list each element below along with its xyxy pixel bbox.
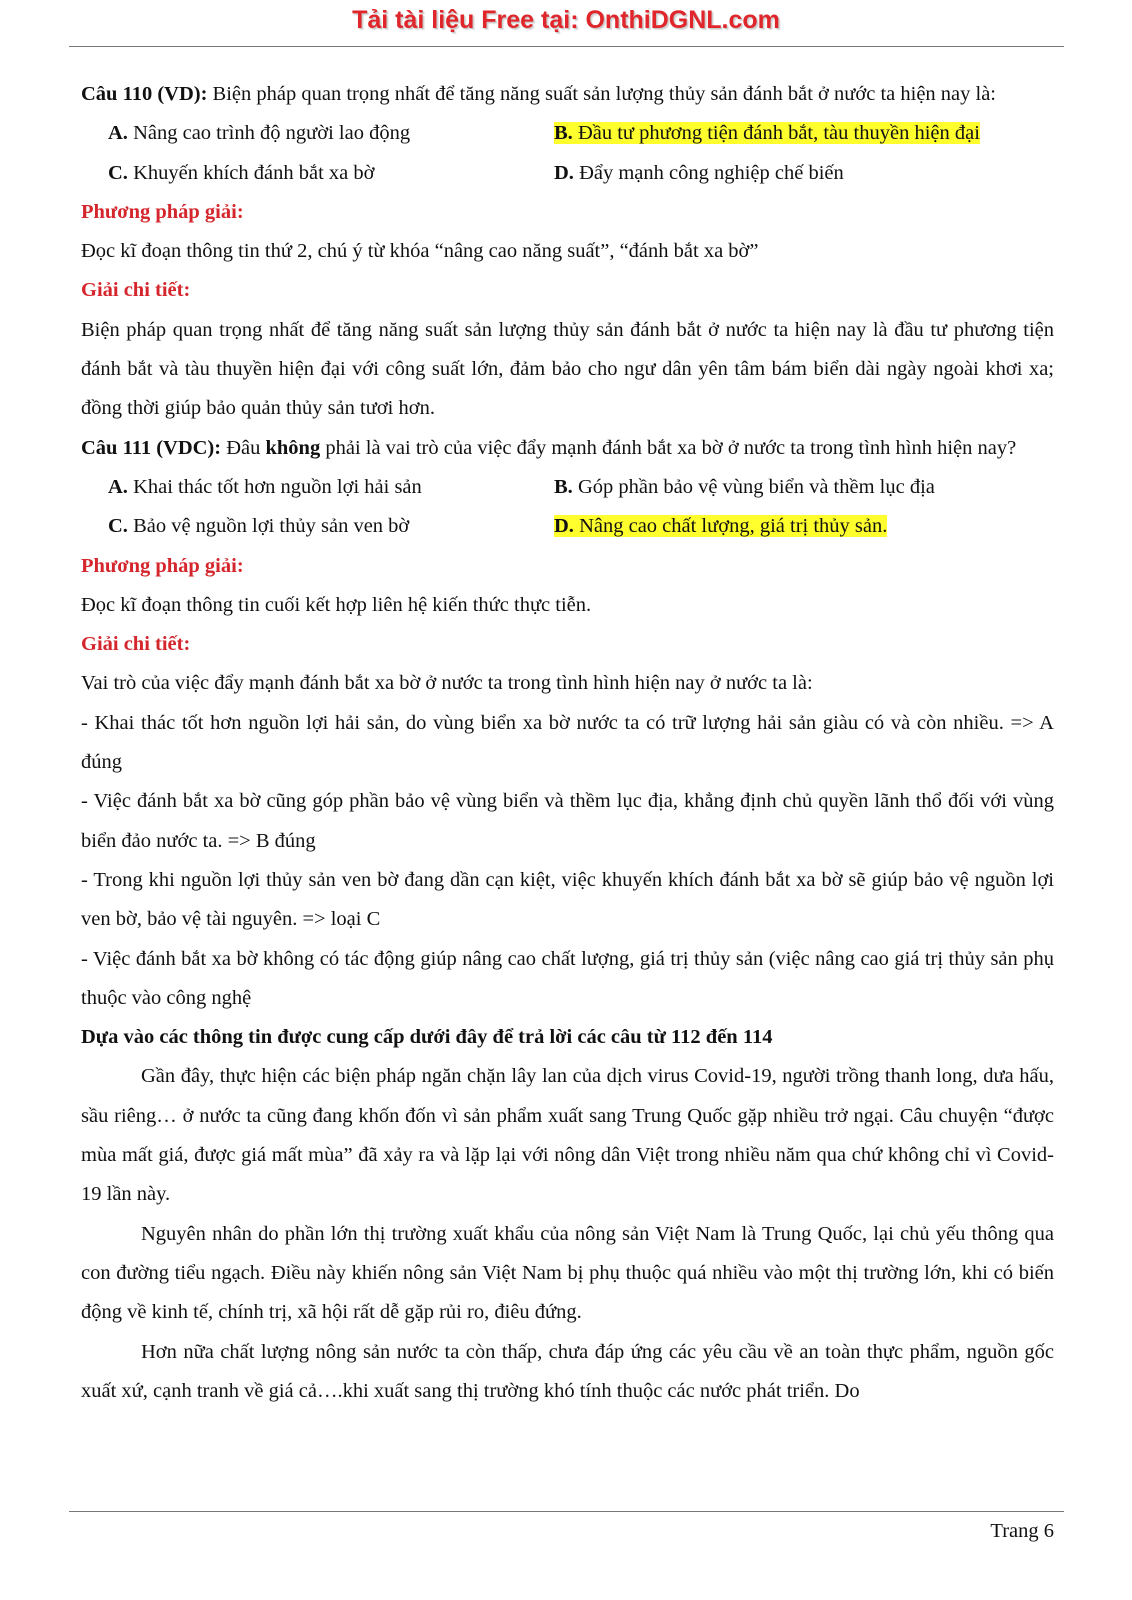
question-110-options <box>81 114 1054 193</box>
detail-point: - Việc đánh bắt xa bờ cũng góp phần bảo vệ vùng biển và thềm lục địa, khẳng định chủ quyền lãnh thổ đối với vùng biển đảo nước ta. => B đúng <box>81 790 1054 852</box>
question-111-text: phải là vai trò của việc đẩy mạnh đánh bắt xa bờ ở nước ta trong tình hình hiện nay? <box>320 436 1017 459</box>
option-text: Khuyến khích đánh bắt xa bờ <box>127 161 375 184</box>
option-text: Khai thác tốt hơn nguồn lợi hải sản <box>127 475 422 498</box>
detail-point: - Trong khi nguồn lợi thủy sản ven bờ đang dần cạn kiệt, việc khuyến khích đánh bắt xa bờ sẽ giúp bảo vệ nguồn lợi ven bờ, bảo vệ tài nguyên. => loại C <box>81 868 1054 931</box>
question-111-text: Đâu <box>221 436 266 459</box>
option-b <box>554 468 1054 507</box>
method-heading: Phương pháp giải: <box>81 554 244 577</box>
header-divider <box>69 46 1064 47</box>
option-text: Bảo vệ nguồn lợi thủy sản ven bờ <box>127 515 410 538</box>
question-111-options <box>81 468 1054 547</box>
option-letter: D. <box>554 161 574 184</box>
question-110-text: Biện pháp quan trọng nhất để tăng năng suất sản lượng thủy sản đánh bắt ở nước ta hiện nay là: <box>207 83 997 105</box>
answer-highlight <box>554 122 980 144</box>
option-c <box>108 507 554 546</box>
detail-text: Biện pháp quan trọng nhất để tăng năng suất sản lượng thủy sản đánh bắt ở nước ta hiện nay là đầu tư phương tiện đánh bắt và tàu thuyền hiện đại với công suất lớn, đảm bảo cho ngư dân yên tâm bám biển dài ngày ngoài khơi xa; đồng thời giúp bảo quản thủy sản tươi hơn. <box>81 318 1054 420</box>
question-111-emphasis: không <box>265 436 321 459</box>
document-body <box>81 75 1054 1411</box>
option-letter: A. <box>108 122 128 145</box>
header-title[interactable]: Tải tài liệu Free tại: OnthiDGNL.com <box>352 6 780 34</box>
method-text: Đọc kĩ đoạn thông tin thứ 2, chú ý từ khóa “nâng cao năng suất”, “đánh bắt xa bờ” <box>81 240 759 263</box>
passage-heading: Dựa vào các thông tin được cung cấp dưới đây để trả lời các câu từ 112 đến 114 <box>81 1026 773 1049</box>
question-111 <box>81 429 1054 468</box>
question-110-label: Câu 110 (VD): <box>81 83 208 105</box>
footer-divider <box>69 1511 1064 1512</box>
question-110 <box>81 75 1054 114</box>
option-letter: C. <box>108 515 128 538</box>
option-d <box>554 154 1054 193</box>
option-d <box>554 507 1054 546</box>
option-c <box>108 154 554 193</box>
passage-paragraph: Hơn nữa chất lượng nông sản nước ta còn thấp, chưa đáp ứng các yêu cầu về an toàn thực phẩm, nguồn gốc xuất xứ, cạnh tranh về giá cả….khi xuất sang thị trường khó tính thuộc các nước phát triển. Do <box>81 1340 1054 1402</box>
option-b <box>554 114 1054 153</box>
option-letter: C. <box>108 161 128 184</box>
detail-point: - Việc đánh bắt xa bờ không có tác động giúp nâng cao chất lượng, giá trị thủy sản (việc nâng cao giá trị thủy sản phụ thuộc vào công nghệ <box>81 947 1054 1009</box>
option-text: Nâng cao trình độ người lao động <box>127 122 411 145</box>
option-a <box>108 114 554 153</box>
option-text: Góp phần bảo vệ vùng biển và thềm lục địa <box>572 475 935 498</box>
detail-intro: Vai trò của việc đẩy mạnh đánh bắt xa bờ ở nước ta trong tình hình hiện nay ở nước ta là: <box>81 672 813 695</box>
option-letter: B. <box>554 122 573 145</box>
option-a <box>108 468 554 507</box>
method-text: Đọc kĩ đoạn thông tin cuối kết hợp liên hệ kiến thức thực tiễn. <box>81 593 592 616</box>
option-text: Đầu tư phương tiện đánh bắt, tàu thuyền hiện đại <box>572 122 980 145</box>
question-111-label: Câu 111 (VDC): <box>81 436 222 459</box>
answer-highlight <box>554 515 887 537</box>
option-letter: B. <box>554 475 573 498</box>
option-text: Nâng cao chất lượng, giá trị thủy sản. <box>573 515 888 538</box>
detail-heading: Giải chi tiết: <box>81 633 191 656</box>
option-text: Đẩy mạnh công nghiệp chế biến <box>573 161 844 184</box>
method-heading: Phương pháp giải: <box>81 200 244 223</box>
page-number: Trang 6 <box>990 1520 1054 1542</box>
passage-paragraph: Gần đây, thực hiện các biện pháp ngăn chặn lây lan của dịch virus Covid-19, người trồng thanh long, dưa hấu, sầu riêng… ở nước ta cũng đang khốn đốn vì sản phẩm xuất sang Trung Quốc gặp nhiều trở ngại. Câu chuyện “được mùa mất giá, được giá mất mùa” đã xảy ra và lặp lại với nông dân Việt trong nhiều năm qua chứ không chỉ vì Covid-19 lần này. <box>81 1065 1054 1206</box>
page-header <box>0 0 1132 48</box>
detail-point: - Khai thác tốt hơn nguồn lợi hải sản, do vùng biển xa bờ nước ta có trữ lượng hải sản giàu có và còn nhiều. => A đúng <box>81 711 1054 774</box>
option-letter: D. <box>554 515 574 538</box>
detail-heading: Giải chi tiết: <box>81 279 191 302</box>
passage-paragraph: Nguyên nhân do phần lớn thị trường xuất khẩu của nông sản Việt Nam là Trung Quốc, lại chủ yếu thông qua con đường tiểu ngạch. Điều này khiến nông sản Việt Nam bị phụ thuộc quá nhiều vào một thị trường lớn, khi có biến động về kinh tế, chính trị, xã hội rất dễ gặp rủi ro, điêu đứng. <box>81 1222 1054 1324</box>
option-letter: A. <box>108 475 128 498</box>
